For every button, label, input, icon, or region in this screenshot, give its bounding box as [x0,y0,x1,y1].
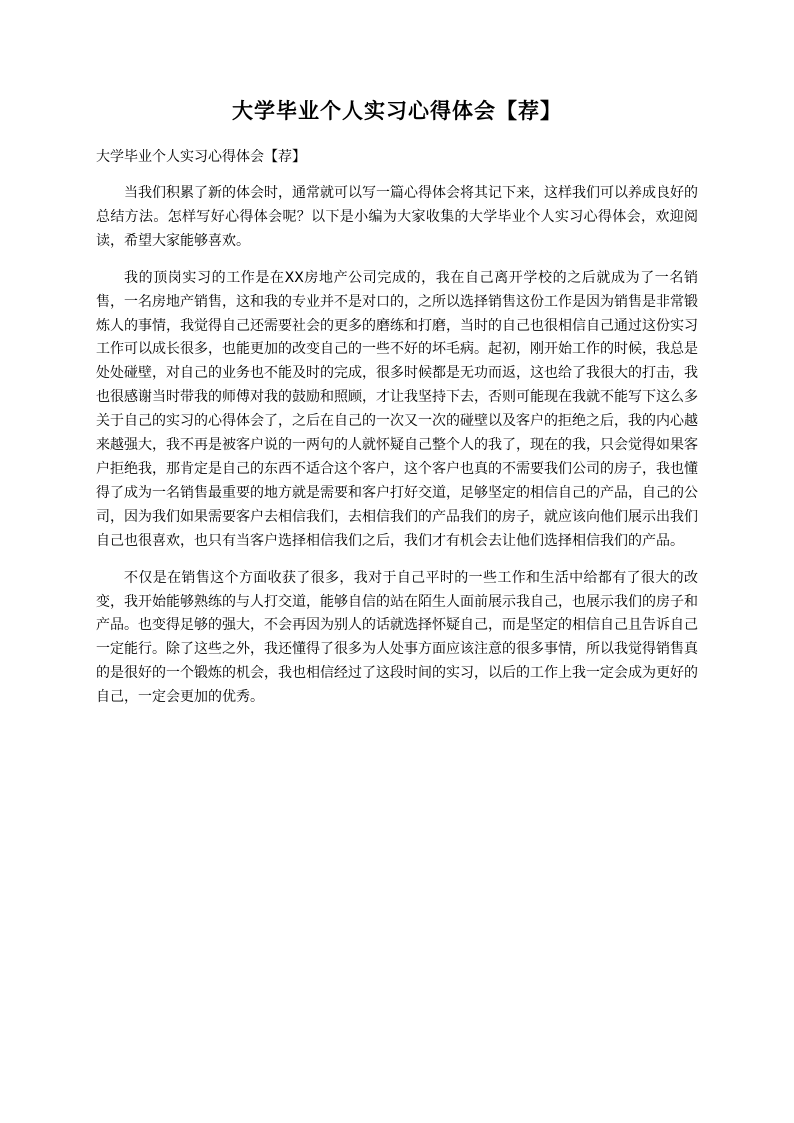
paragraph-internship-experience: 我的顶岗实习的工作是在XX房地产公司完成的，我在自己离开学校的之后就成为了一名销售，一名房地产销售，这和我的专业并不是对口的，之所以选择销售这份工作是因为销售是非常锻炼人的事情，我觉得自己还需要社会的更多的磨练和打磨，当时的自己也很相信自己通过这份实习工作可以成长很多，也能更加的改变自己的一些不好的坏毛病。起初，刚开始工作的时候，我总是处处碰壁，对自己的业务也不能及时的完成，很多时候都是无功而返，这也给了我很大的打击，我也很感谢当时带我的师傅对我的鼓励和照顾，才让我坚持下去，否则可能现在我就不能写下这么多关于自己的实习的心得体会了，之后在自己的一次又一次的碰壁以及客户的拒绝之后，我的内心越来越强大，我不再是被客户说的一两句的人就怀疑自己整个人的我了，现在的我，只会觉得如果客户拒绝我，那肯定是自己的东西不适合这个客户，这个客户也真的不需要我们公司的房子，我也懂得了成为一名销售最重要的地方就是需要和客户打好交道，足够坚定的相信自己的产品，自己的公司，因为我们如果需要客户去相信我们，去相信我们的产品我们的房子，就应该向他们展示出我们自己也很喜欢，也只有当客户选择相信我们之后，我们才有机会去让他们选择相信我们的产品。 [96,269,698,549]
document-subtitle: 大学毕业个人实习心得体会【荐】 [96,149,306,165]
paragraph-intro: 当我们积累了新的体会时，通常就可以写一篇心得体会将其记下来，这样我们可以养成良好的总结方法。怎样写好心得体会呢？以下是小编为大家收集的大学毕业个人实习心得体会，欢迎阅读，希望大家能够喜欢。 [96,185,698,249]
document-title: 大学毕业个人实习心得体会【荐】 [232,98,562,123]
document-body [96,182,698,723]
paragraph-personal-growth: 不仅是在销售这个方面收获了很多，我对于自己平时的一些工作和生活中给都有了很大的改变，我开始能够熟练的与人打交道，能够自信的站在陌生人面前展示我自己，也展示我们的房子和产品。也变得足够的强大，不会再因为别人的话就选择怀疑自己，而是坚定的相信自己且告诉自己一定能行。除了这些之外，我还懂得了很多为人处事方面应该注意的很多事情，所以我觉得销售真的是很好的一个锻炼的机会，我也相信经过了这段时间的实习，以后的工作上我一定会成为更好的自己，一定会更加的优秀。 [96,569,698,706]
